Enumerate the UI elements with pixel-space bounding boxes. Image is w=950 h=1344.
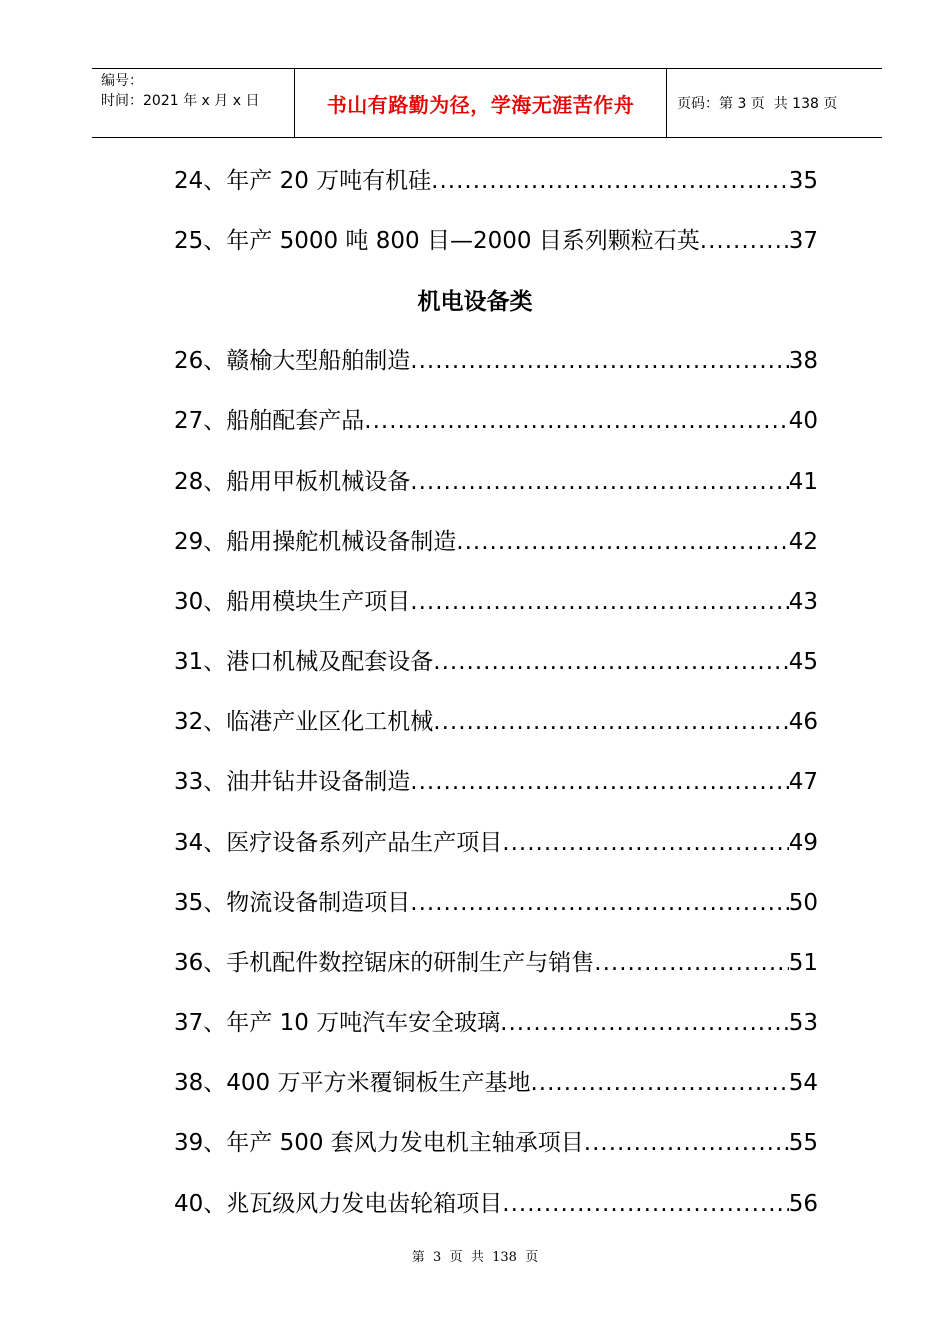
toc-entry-title: 40、兆瓦级风力发电齿轮箱项目 [174, 1191, 503, 1217]
toc-entry-page: 37 [788, 228, 818, 254]
toc-entry-page: 55 [788, 1130, 818, 1156]
toc-entry[interactable] [174, 526, 818, 558]
toc-entry[interactable] [174, 586, 818, 618]
toc-entry-page: 35 [788, 168, 818, 194]
toc-entry-page: 51 [788, 950, 818, 976]
toc-entry-title: 34、医疗设备系列产品生产项目 [174, 830, 503, 856]
toc-entry-title: 28、船用甲板机械设备 [174, 469, 411, 495]
toc-entry-page: 43 [788, 589, 818, 615]
toc-entry-title: 33、油井钻井设备制造 [174, 769, 411, 795]
toc-leader-dots [410, 345, 788, 377]
toc-entry[interactable] [174, 466, 818, 498]
toc-entry-page: 53 [788, 1010, 818, 1036]
header-page-info: 页码：第 3 页 共 138 页 [677, 96, 838, 112]
toc-leader-dots [500, 1007, 789, 1039]
toc-leader-dots [410, 766, 788, 798]
toc-leader-dots [584, 1127, 789, 1159]
toc-entry[interactable] [174, 1067, 818, 1099]
toc-entry-title: 26、赣榆大型船舶制造 [174, 348, 411, 374]
toc-entry-title: 35、物流设备制造项目 [174, 890, 411, 916]
header-motto: 书山有路勤为径，学海无涯苦作舟 [294, 69, 667, 137]
toc-entry-page: 41 [788, 469, 818, 495]
toc-entry-page: 50 [788, 890, 818, 916]
toc-entry[interactable] [174, 165, 818, 197]
toc-leader-dots [456, 526, 788, 558]
toc-entry[interactable] [174, 405, 818, 437]
toc-entry[interactable] [174, 887, 818, 919]
toc-entry-page: 56 [788, 1191, 818, 1217]
toc-entry-title: 32、临港产业区化工机械 [174, 709, 434, 735]
toc-entry[interactable] [174, 345, 818, 377]
page-footer: 第 3 页 共 138 页 [411, 1250, 539, 1265]
toc-entry-title: 39、年产 500 套风力发电机主轴承项目 [174, 1130, 584, 1156]
toc-entry-page: 49 [788, 830, 818, 856]
header-number-label: 编号： [101, 73, 143, 89]
toc-entry[interactable] [174, 827, 818, 859]
toc-leader-dots [502, 827, 788, 859]
section-heading: 机电设备类 [417, 289, 533, 315]
toc-leader-dots [410, 586, 788, 618]
toc-entry[interactable] [174, 646, 818, 678]
toc-entry-page: 47 [788, 769, 818, 795]
toc-entry-title: 25、年产 5000 吨 800 目—2000 目系列颗粒石英 [174, 228, 700, 254]
toc-entry-title: 30、船用模块生产项目 [174, 589, 411, 615]
toc-leader-dots [364, 405, 788, 437]
toc-entry-page: 42 [788, 529, 818, 555]
toc-entry[interactable] [174, 1188, 818, 1220]
toc-entry-title: 36、手机配件数控锯床的研制生产与销售 [174, 950, 595, 976]
toc-leader-dots [410, 466, 788, 498]
toc-entry-page: 40 [788, 408, 818, 434]
toc-entry[interactable] [174, 225, 818, 257]
toc-entry-page: 38 [788, 348, 818, 374]
page-header [92, 68, 882, 138]
header-meta [92, 69, 294, 137]
toc-entry-title: 24、年产 20 万吨有机硅 [174, 168, 432, 194]
toc-entry-title: 31、港口机械及配套设备 [174, 649, 434, 675]
toc-leader-dots [530, 1067, 788, 1099]
toc-leader-dots [433, 646, 788, 678]
toc-entry[interactable] [174, 706, 818, 738]
toc-entry-title: 29、船用操舵机械设备制造 [174, 529, 457, 555]
toc-entry-title: 38、400 万平方米覆铜板生产基地 [174, 1070, 531, 1096]
header-time: 时间：2021 年 x 月 x 日 [101, 93, 260, 109]
toc-entry[interactable] [174, 1007, 818, 1039]
toc-leader-dots [431, 165, 789, 197]
toc-entry[interactable] [174, 1127, 818, 1159]
toc-entry[interactable] [174, 766, 818, 798]
toc-entry-page: 45 [788, 649, 818, 675]
toc-leader-dots [410, 887, 788, 919]
toc-leader-dots [433, 706, 788, 738]
toc-leader-dots [594, 947, 788, 979]
toc-entry-title: 37、年产 10 万吨汽车安全玻璃 [174, 1010, 501, 1036]
toc-entry-title: 27、船舶配套产品 [174, 408, 365, 434]
toc-entry-page: 54 [788, 1070, 818, 1096]
toc-entry[interactable] [174, 947, 818, 979]
toc-leader-dots [502, 1188, 788, 1220]
toc-entry-page: 46 [788, 709, 818, 735]
toc-leader-dots [700, 225, 789, 257]
